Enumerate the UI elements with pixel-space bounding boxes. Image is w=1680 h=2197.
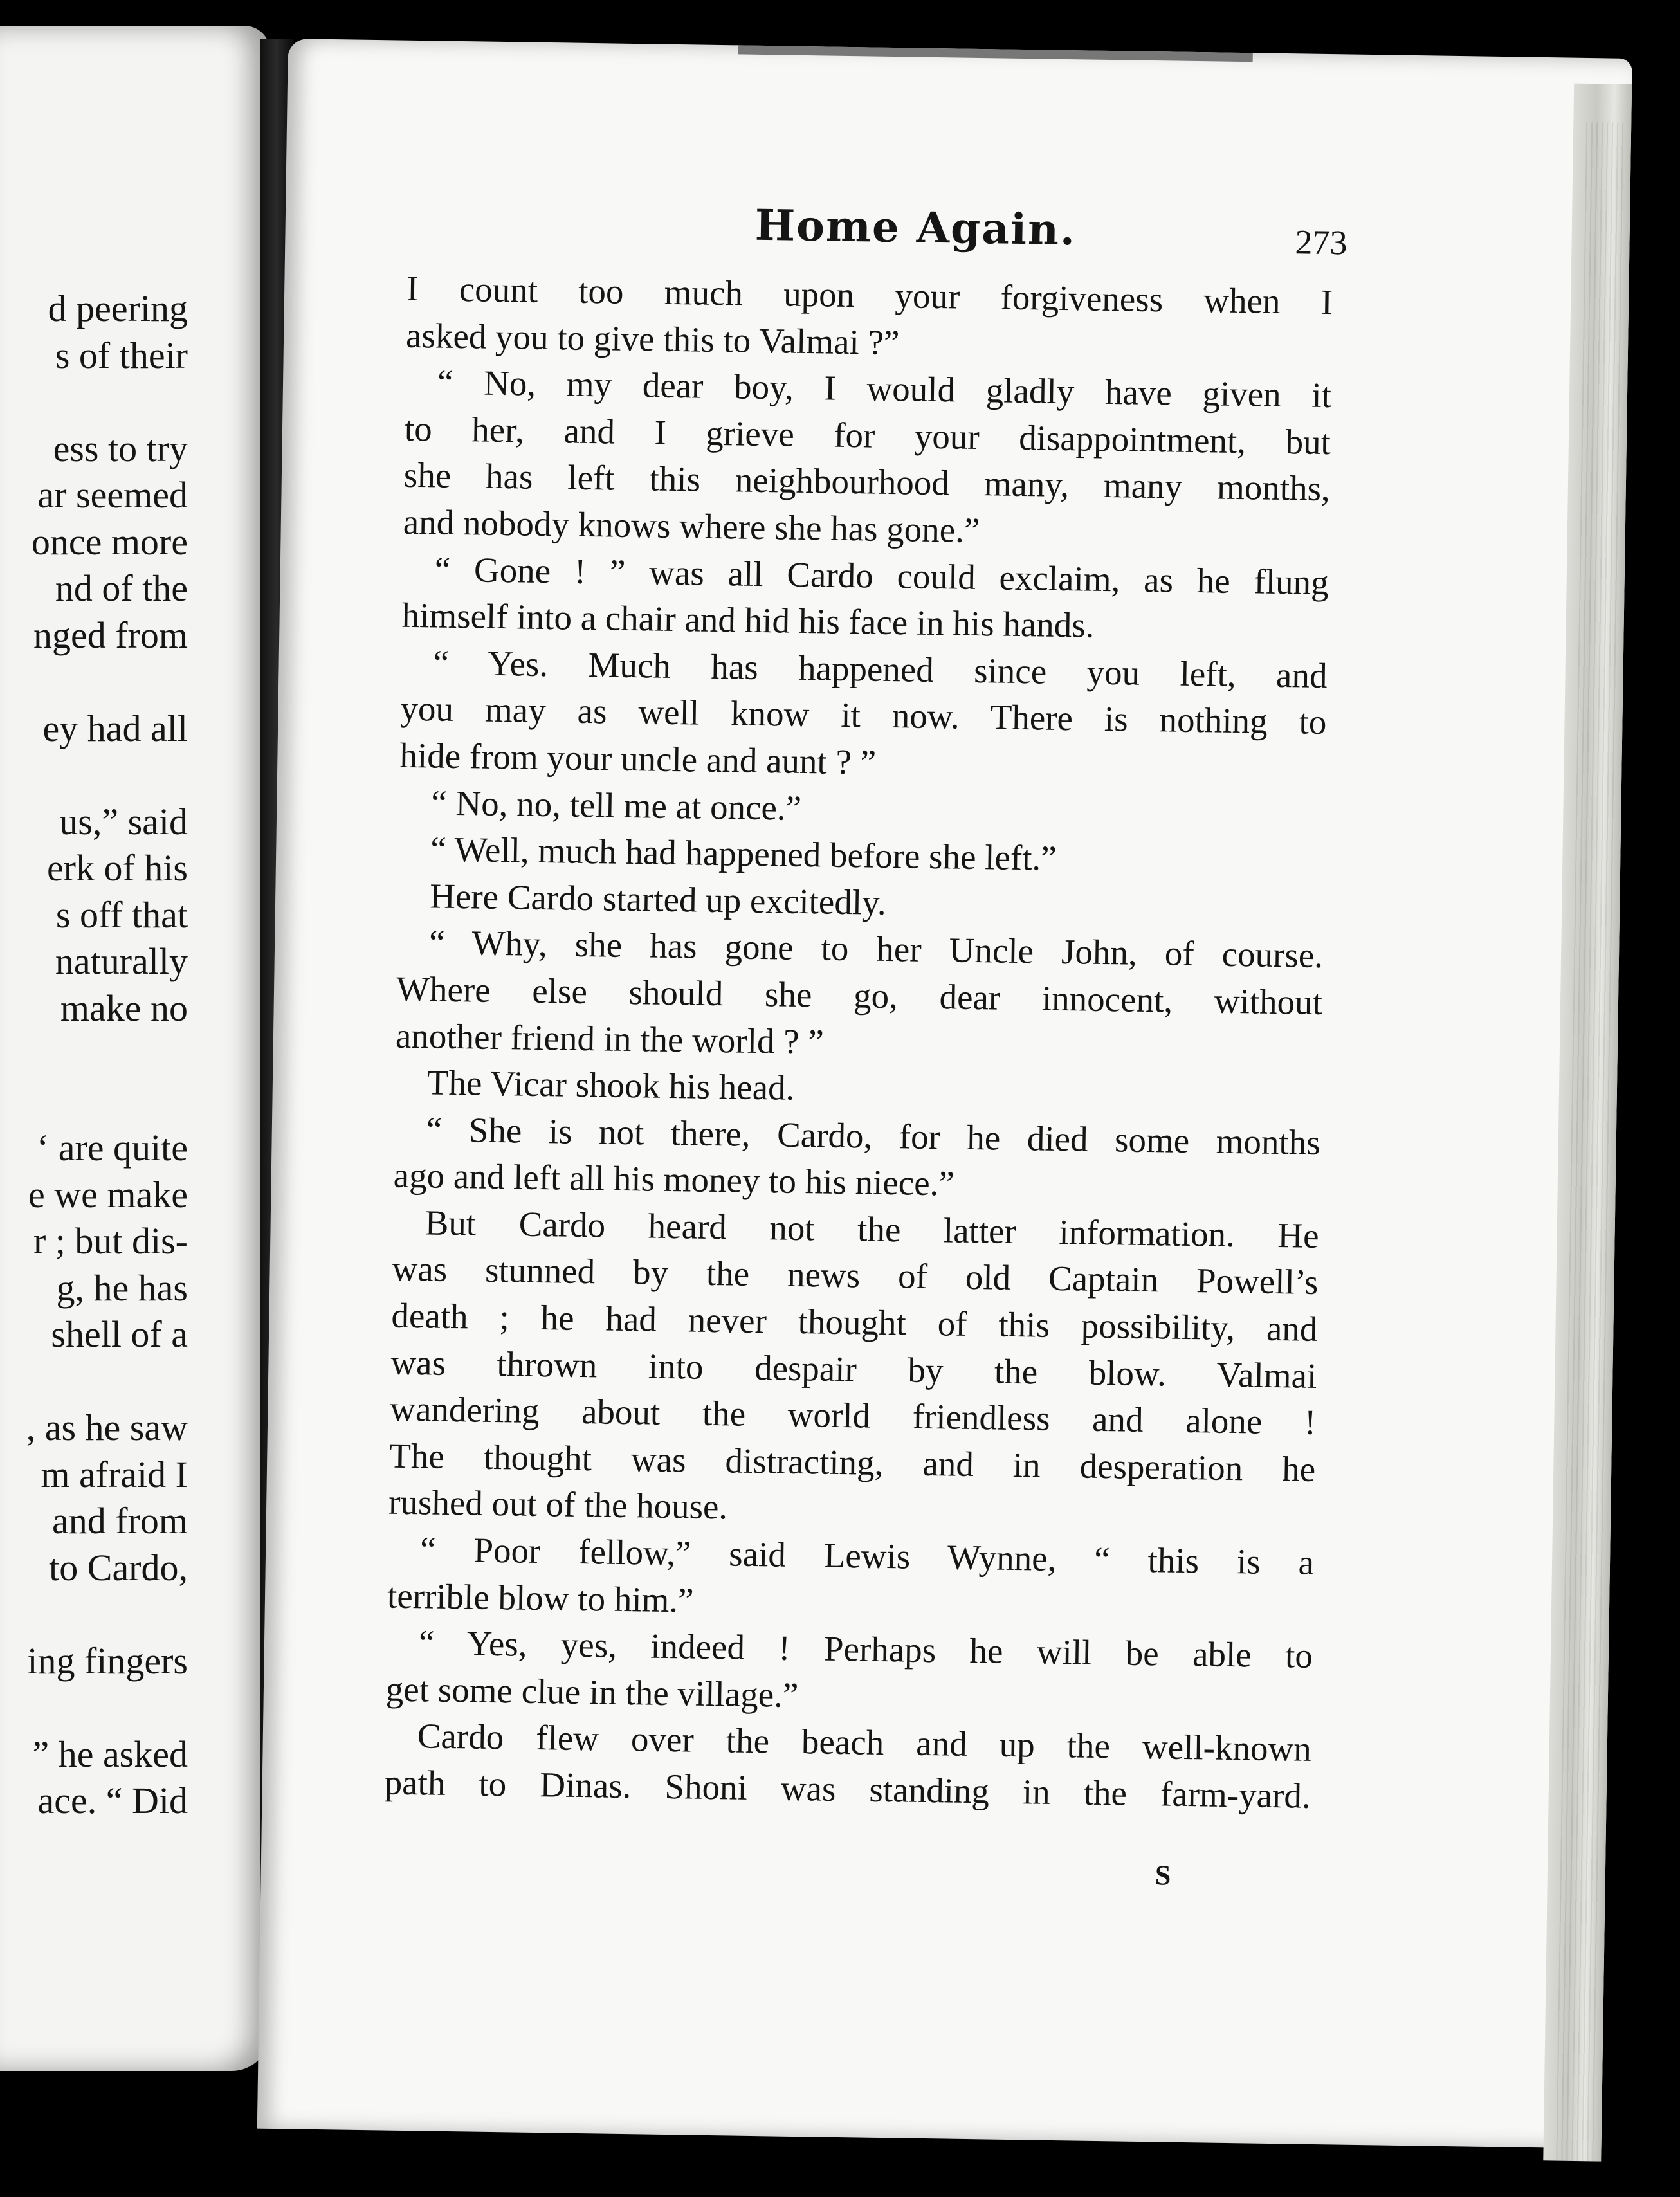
left-page-line: once more	[31, 520, 188, 563]
page-edge-lines	[1556, 122, 1625, 2168]
text-line: Cardo flew over the beach and up the well-known	[417, 1716, 1312, 1769]
page-edge-stack	[1543, 84, 1632, 2162]
left-page-line: naturally	[55, 940, 188, 982]
text-line: was stunned by the news of old Captain Powell’s	[392, 1249, 1319, 1302]
text-line: to her, and I grieve for your disappointment, but	[404, 408, 1331, 462]
left-page-line: s off that	[55, 893, 188, 936]
left-page-line: to Cardo,	[49, 1546, 188, 1589]
left-page-line: and from	[52, 1500, 188, 1542]
text-line: himself into a chair and hid his face in his hands.	[401, 595, 1095, 645]
left-page-line: d peering	[48, 287, 188, 329]
text-line: get some clue in the village.”	[385, 1669, 799, 1715]
text-line: The Vicar shook his head.	[426, 1062, 795, 1108]
left-page-line: shell of a	[51, 1313, 188, 1355]
text-line: “ Gone ! ” was all Cardo could exclaim, as he flung	[434, 549, 1329, 602]
text-line: Here Cardo started up excitedly.	[429, 876, 887, 922]
left-page-line: s of their	[55, 334, 188, 376]
left-page-line: e we make	[28, 1173, 188, 1216]
text-line: “ Well, much had happened before she left.”	[430, 829, 1057, 878]
left-page-line: ” he asked	[32, 1733, 188, 1775]
text-line: asked you to give this to Valmai ?”	[405, 315, 900, 362]
text-line: path to Dinas. Shoni was standing in the farm-yard.	[384, 1762, 1311, 1816]
left-page-line: ess to try	[53, 427, 188, 469]
text-line: terrible blow to him.”	[387, 1576, 695, 1620]
text-line: The thought was distracting, and in desperation he	[388, 1436, 1316, 1489]
left-page-line: us,” said	[59, 800, 188, 843]
text-line: “ She is not there, Cardo, for he died some months	[426, 1109, 1321, 1162]
left-page-line: g, he has	[56, 1266, 188, 1309]
text-line: and nobody knows where she has gone.”	[403, 502, 980, 551]
left-page-line: r ; but dis-	[33, 1220, 188, 1262]
signature-mark: S	[1155, 1859, 1171, 1892]
text-line: But Cardo heard not the latter information. He	[425, 1203, 1320, 1255]
left-page-line: ey had all	[42, 707, 188, 749]
left-page	[0, 26, 270, 2071]
text-line: “ Yes. Much has happened since you left, and	[433, 643, 1328, 695]
left-page-line: ‘ are quite	[36, 1127, 188, 1169]
left-page-line: nd of the	[55, 567, 188, 609]
left-page-line: ar seemed	[37, 474, 188, 516]
text-line: death ; he had never thought of this possibility, and	[391, 1295, 1318, 1349]
text-line: was thrown into despair by the blow. Valmai	[390, 1342, 1317, 1396]
text-line: she has left this neighbourhood many, many months,	[403, 455, 1331, 509]
text-line: hide from your uncle and aunt ? ”	[399, 735, 877, 782]
running-head: Home Again.	[754, 199, 1077, 255]
page-number: 273	[1295, 223, 1347, 262]
text-line: Where else should she go, dear innocent, without	[396, 969, 1323, 1022]
left-page-line: nged from	[33, 614, 188, 656]
left-page-line: ace. “ Did	[37, 1780, 188, 1821]
text-line: “ Why, she has gone to her Uncle John, of course.	[428, 922, 1324, 976]
text-line: another friend in the world ? ”	[395, 1016, 825, 1062]
text-line: “ No, no, tell me at once.”	[430, 782, 802, 828]
text-line: ago and left all his money to his niece.”	[393, 1155, 955, 1203]
page-top-shadow	[738, 45, 1253, 62]
text-line: “ Poor fellow,” said Lewis Wynne, “ this is a	[419, 1529, 1315, 1582]
text-line: you may as well know it now. There is nothing to	[400, 689, 1327, 742]
text-line: rushed out of the house.	[388, 1482, 728, 1527]
left-page-line: ing fingers	[27, 1639, 188, 1682]
left-page-line: m afraid I	[41, 1453, 188, 1495]
text-line: wandering about the world friendless and alone !	[389, 1389, 1317, 1443]
text-line: “ No, my dear boy, I would gladly have given it	[437, 362, 1332, 415]
left-page-line: , as he saw	[26, 1407, 188, 1448]
body-text	[384, 266, 1333, 1820]
left-page-line: make no	[60, 987, 188, 1029]
text-line: “ Yes, yes, indeed ! Perhaps he will be able to	[418, 1623, 1313, 1676]
left-page-line: erk of his	[46, 847, 188, 889]
right-page	[257, 39, 1632, 2149]
text-line: I count too much upon your forgiveness when I	[406, 268, 1333, 322]
